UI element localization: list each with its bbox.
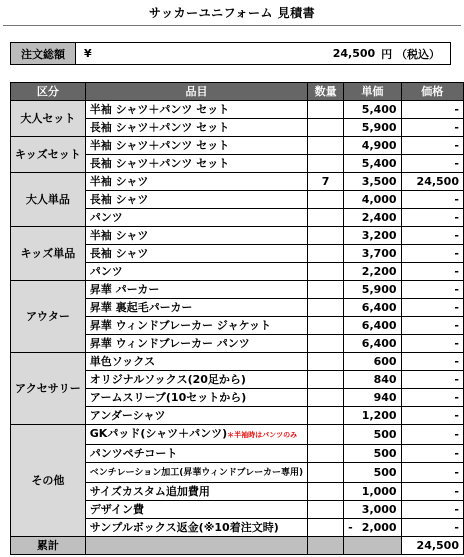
qty-cell[interactable] — [308, 281, 344, 299]
item-name-cell — [85, 191, 307, 209]
qty-cell[interactable] — [308, 155, 344, 173]
price-cell: 24,500 — [401, 173, 463, 191]
title-divider — [3, 25, 461, 26]
qty-cell[interactable] — [308, 445, 344, 463]
item-name: 昇華 パーカー — [89, 283, 160, 296]
unit-price-cell: 500 — [344, 425, 401, 445]
item-name-cell — [85, 445, 307, 463]
item-name-cell — [85, 335, 307, 353]
qty-cell[interactable] — [308, 389, 344, 407]
item-name-cell — [85, 227, 307, 245]
price-cell: - — [401, 501, 463, 519]
price-cell: - — [401, 317, 463, 335]
item-name: アームスリーブ(10セットから) — [89, 391, 247, 404]
price-cell: - — [401, 425, 463, 445]
item-name-cell — [85, 119, 307, 137]
unit-price-cell: 6,400 — [344, 317, 401, 335]
item-name: 単色ソックス — [89, 355, 156, 368]
item-name-cell — [85, 281, 307, 299]
item-name-cell — [85, 353, 307, 371]
item-name: GKパッド(シャツ＋パンツ) — [89, 427, 228, 440]
unit-price-cell: 5,900 — [344, 119, 401, 137]
price-cell: - — [401, 137, 463, 155]
price-cell: - — [401, 191, 463, 209]
qty-cell[interactable] — [308, 101, 344, 119]
item-name: サンプルボックス返金(※10着注文時) — [89, 521, 279, 534]
qty-cell[interactable] — [308, 209, 344, 227]
item-name-cell — [85, 263, 307, 281]
header-item: 品目 — [85, 83, 307, 101]
estimate-table — [10, 82, 464, 555]
qty-cell[interactable] — [308, 407, 344, 425]
item-name-cell — [85, 299, 307, 317]
unit-price-cell: 5,900 — [344, 281, 401, 299]
qty-cell[interactable] — [308, 119, 344, 137]
item-name: デザイン費 — [89, 503, 145, 516]
qty-cell[interactable] — [308, 191, 344, 209]
unit-price-cell: 600 — [344, 353, 401, 371]
item-name-cell — [85, 519, 307, 537]
price-cell: - — [401, 463, 463, 483]
table-row — [11, 173, 464, 191]
price-cell: - — [401, 119, 463, 137]
table-row — [11, 425, 464, 445]
qty-cell[interactable] — [308, 137, 344, 155]
subtotal-label: 累計 — [11, 537, 86, 555]
item-name: 昇華 裏起毛パーカー — [89, 301, 193, 314]
item-name-cell — [85, 463, 307, 483]
unit-price: 2,000 — [361, 521, 397, 534]
category-cell: キッズセット — [11, 137, 86, 173]
yen-symbol: ¥ — [84, 47, 92, 60]
unit-price-cell: 940 — [344, 389, 401, 407]
price-cell: - — [401, 445, 463, 463]
price-cell: - — [401, 519, 463, 537]
item-name: パンツ — [89, 265, 123, 278]
subtotal-blank — [85, 537, 307, 555]
item-name: ベンチレーション加工(昇華ウィンドブレーカー専用) — [89, 468, 304, 478]
qty-cell[interactable] — [308, 299, 344, 317]
item-name: 昇華 ウィンドブレーカー パンツ — [89, 337, 250, 350]
qty-cell[interactable] — [308, 263, 344, 281]
price-cell: - — [401, 407, 463, 425]
item-name-cell — [85, 407, 307, 425]
order-total-value: 24,500 — [332, 47, 376, 60]
order-total-suffix: 円 （税込） — [381, 47, 440, 61]
qty-cell[interactable] — [308, 425, 344, 445]
unit-price-cell: 6,400 — [344, 335, 401, 353]
item-name: 長袖 シャツ＋パンツ セット — [89, 121, 230, 134]
item-name: 半袖 シャツ＋パンツ セット — [89, 103, 230, 116]
qty-cell[interactable]: 7 — [308, 173, 344, 191]
unit-price-cell: 500 — [344, 445, 401, 463]
item-name: 長袖 シャツ — [89, 247, 149, 260]
item-name-cell — [85, 389, 307, 407]
qty-cell[interactable] — [308, 227, 344, 245]
qty-cell[interactable] — [308, 353, 344, 371]
header-unit-price: 単価 — [344, 83, 401, 101]
qty-cell[interactable] — [308, 245, 344, 263]
table-row — [11, 353, 464, 371]
unit-price-cell: 5,400 — [344, 101, 401, 119]
item-name-cell — [85, 483, 307, 501]
unit-price-cell: 6,400 — [344, 299, 401, 317]
subtotal-blank — [344, 537, 401, 555]
unit-price-cell: 1,000 — [344, 483, 401, 501]
item-name-cell — [85, 245, 307, 263]
price-cell: - — [401, 227, 463, 245]
unit-price-cell: 2,400 — [344, 209, 401, 227]
item-name: 昇華 ウィンドブレーカー ジャケット — [89, 319, 272, 332]
item-note: ＊半袖時はパンツのみ — [227, 431, 298, 439]
price-cell: - — [401, 335, 463, 353]
price-cell: - — [401, 101, 463, 119]
item-name-cell — [85, 425, 307, 445]
subtotal-blank — [308, 537, 344, 555]
negative-sign: - — [348, 521, 353, 534]
item-name-cell — [85, 371, 307, 389]
unit-price-cell: 3,500 — [344, 173, 401, 191]
item-name: 半袖 シャツ — [89, 175, 149, 188]
table-row — [11, 227, 464, 245]
unit-price-cell: 4,000 — [344, 191, 401, 209]
header-price: 価格 — [401, 83, 463, 101]
item-name-cell — [85, 101, 307, 119]
item-name-cell — [85, 501, 307, 519]
price-cell: - — [401, 245, 463, 263]
item-name: パンツペチコート — [89, 447, 178, 460]
category-cell: 大人セット — [11, 101, 86, 137]
item-name: アンダーシャツ — [89, 409, 166, 422]
subtotal-row — [11, 537, 464, 555]
table-row — [11, 281, 464, 299]
item-name: パンツ — [89, 211, 123, 224]
category-cell: キッズ単品 — [11, 227, 86, 281]
qty-cell[interactable] — [308, 501, 344, 519]
table-row — [11, 101, 464, 119]
category-cell: アクセサリー — [11, 353, 86, 425]
item-name: 長袖 シャツ＋パンツ セット — [89, 157, 230, 170]
price-cell: - — [401, 209, 463, 227]
category-cell: 大人単品 — [11, 173, 86, 227]
unit-price-cell: 2,200 — [344, 263, 401, 281]
qty-cell[interactable] — [308, 371, 344, 389]
qty-cell[interactable] — [308, 519, 344, 537]
table-row — [11, 137, 464, 155]
item-name: 半袖 シャツ＋パンツ セット — [89, 139, 230, 152]
unit-price-cell: 4,900 — [344, 137, 401, 155]
qty-cell[interactable] — [308, 335, 344, 353]
unit-price-cell: 3,200 — [344, 227, 401, 245]
item-name: オリジナルソックス(20足から) — [89, 373, 246, 386]
price-cell: - — [401, 389, 463, 407]
price-cell: - — [401, 281, 463, 299]
unit-price-cell — [344, 519, 401, 537]
table-header-row — [11, 83, 464, 101]
price-cell: - — [401, 483, 463, 501]
category-cell: アウター — [11, 281, 86, 353]
unit-price-cell: 5,400 — [344, 155, 401, 173]
item-name-cell — [85, 209, 307, 227]
unit-price-cell: 1,200 — [344, 407, 401, 425]
order-total-box — [10, 42, 451, 65]
item-name: 長袖 シャツ — [89, 193, 149, 206]
item-name: 半袖 シャツ — [89, 229, 149, 242]
subtotal-price: 24,500 — [401, 537, 463, 555]
item-name-cell — [85, 137, 307, 155]
price-cell: - — [401, 299, 463, 317]
qty-cell[interactable] — [308, 483, 344, 501]
item-name-cell — [85, 173, 307, 191]
header-category: 区分 — [11, 83, 86, 101]
order-total-amount — [124, 43, 450, 64]
qty-cell[interactable] — [308, 463, 344, 483]
price-cell: - — [401, 155, 463, 173]
item-name-cell — [85, 155, 307, 173]
item-name: サイズカスタム追加費用 — [89, 485, 210, 498]
qty-cell[interactable] — [308, 317, 344, 335]
category-cell: その他 — [11, 425, 86, 537]
price-cell: - — [401, 371, 463, 389]
unit-price-cell: 3,000 — [344, 501, 401, 519]
order-total-label: 注文総額 — [11, 43, 76, 64]
page-title: サッカーユニフォーム 見積書 — [148, 6, 316, 20]
unit-price-cell: 3,700 — [344, 245, 401, 263]
unit-price-cell: 840 — [344, 371, 401, 389]
item-name-cell — [85, 317, 307, 335]
header-qty: 数量 — [308, 83, 344, 101]
unit-price-cell: 500 — [344, 463, 401, 483]
price-cell: - — [401, 353, 463, 371]
price-cell: - — [401, 263, 463, 281]
